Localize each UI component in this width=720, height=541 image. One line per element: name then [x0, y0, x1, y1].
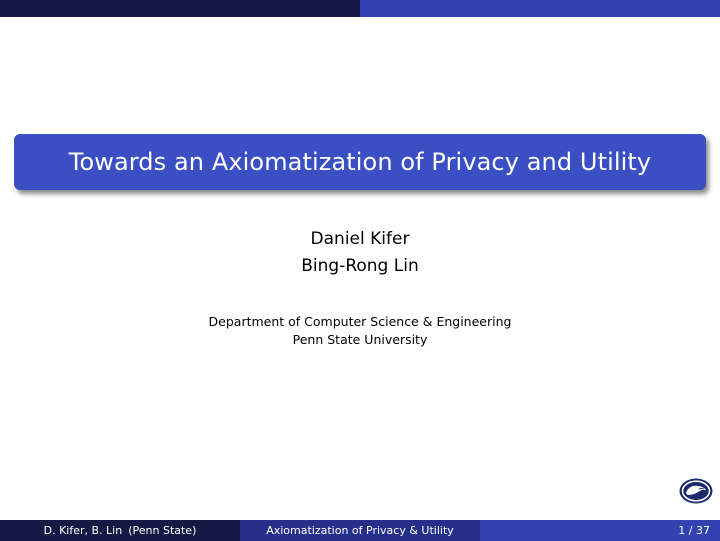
affiliation-department: Department of Computer Science & Engineering — [208, 314, 512, 329]
slide-title: Towards an Axiomatization of Privacy and Utility — [68, 148, 652, 176]
page-number-separator: / — [688, 524, 693, 537]
affiliation-university: Penn State University — [292, 332, 428, 347]
footer-authors: D. Kifer, B. Lin — [43, 524, 123, 537]
author-name: Bing-Rong Lin — [301, 256, 419, 276]
footer-short-title: Axiomatization of Privacy & Utility — [266, 524, 454, 537]
author-list — [0, 226, 720, 280]
footer-authors-section — [0, 520, 240, 541]
author-name: Daniel Kifer — [310, 229, 410, 249]
footer-title-section — [240, 520, 480, 541]
affiliation — [0, 313, 720, 349]
title-block — [14, 134, 706, 190]
footer-bar — [0, 520, 720, 541]
top-header-bar — [0, 0, 720, 17]
header-segment-left — [0, 0, 360, 17]
footer-page-section — [480, 520, 720, 541]
nittany-lion-shield-icon — [679, 478, 713, 504]
header-segment-right — [360, 0, 720, 17]
footer-institute: (Penn State) — [128, 524, 197, 537]
page-number-current: 1 — [678, 524, 686, 537]
page-number-total: 37 — [696, 524, 710, 537]
